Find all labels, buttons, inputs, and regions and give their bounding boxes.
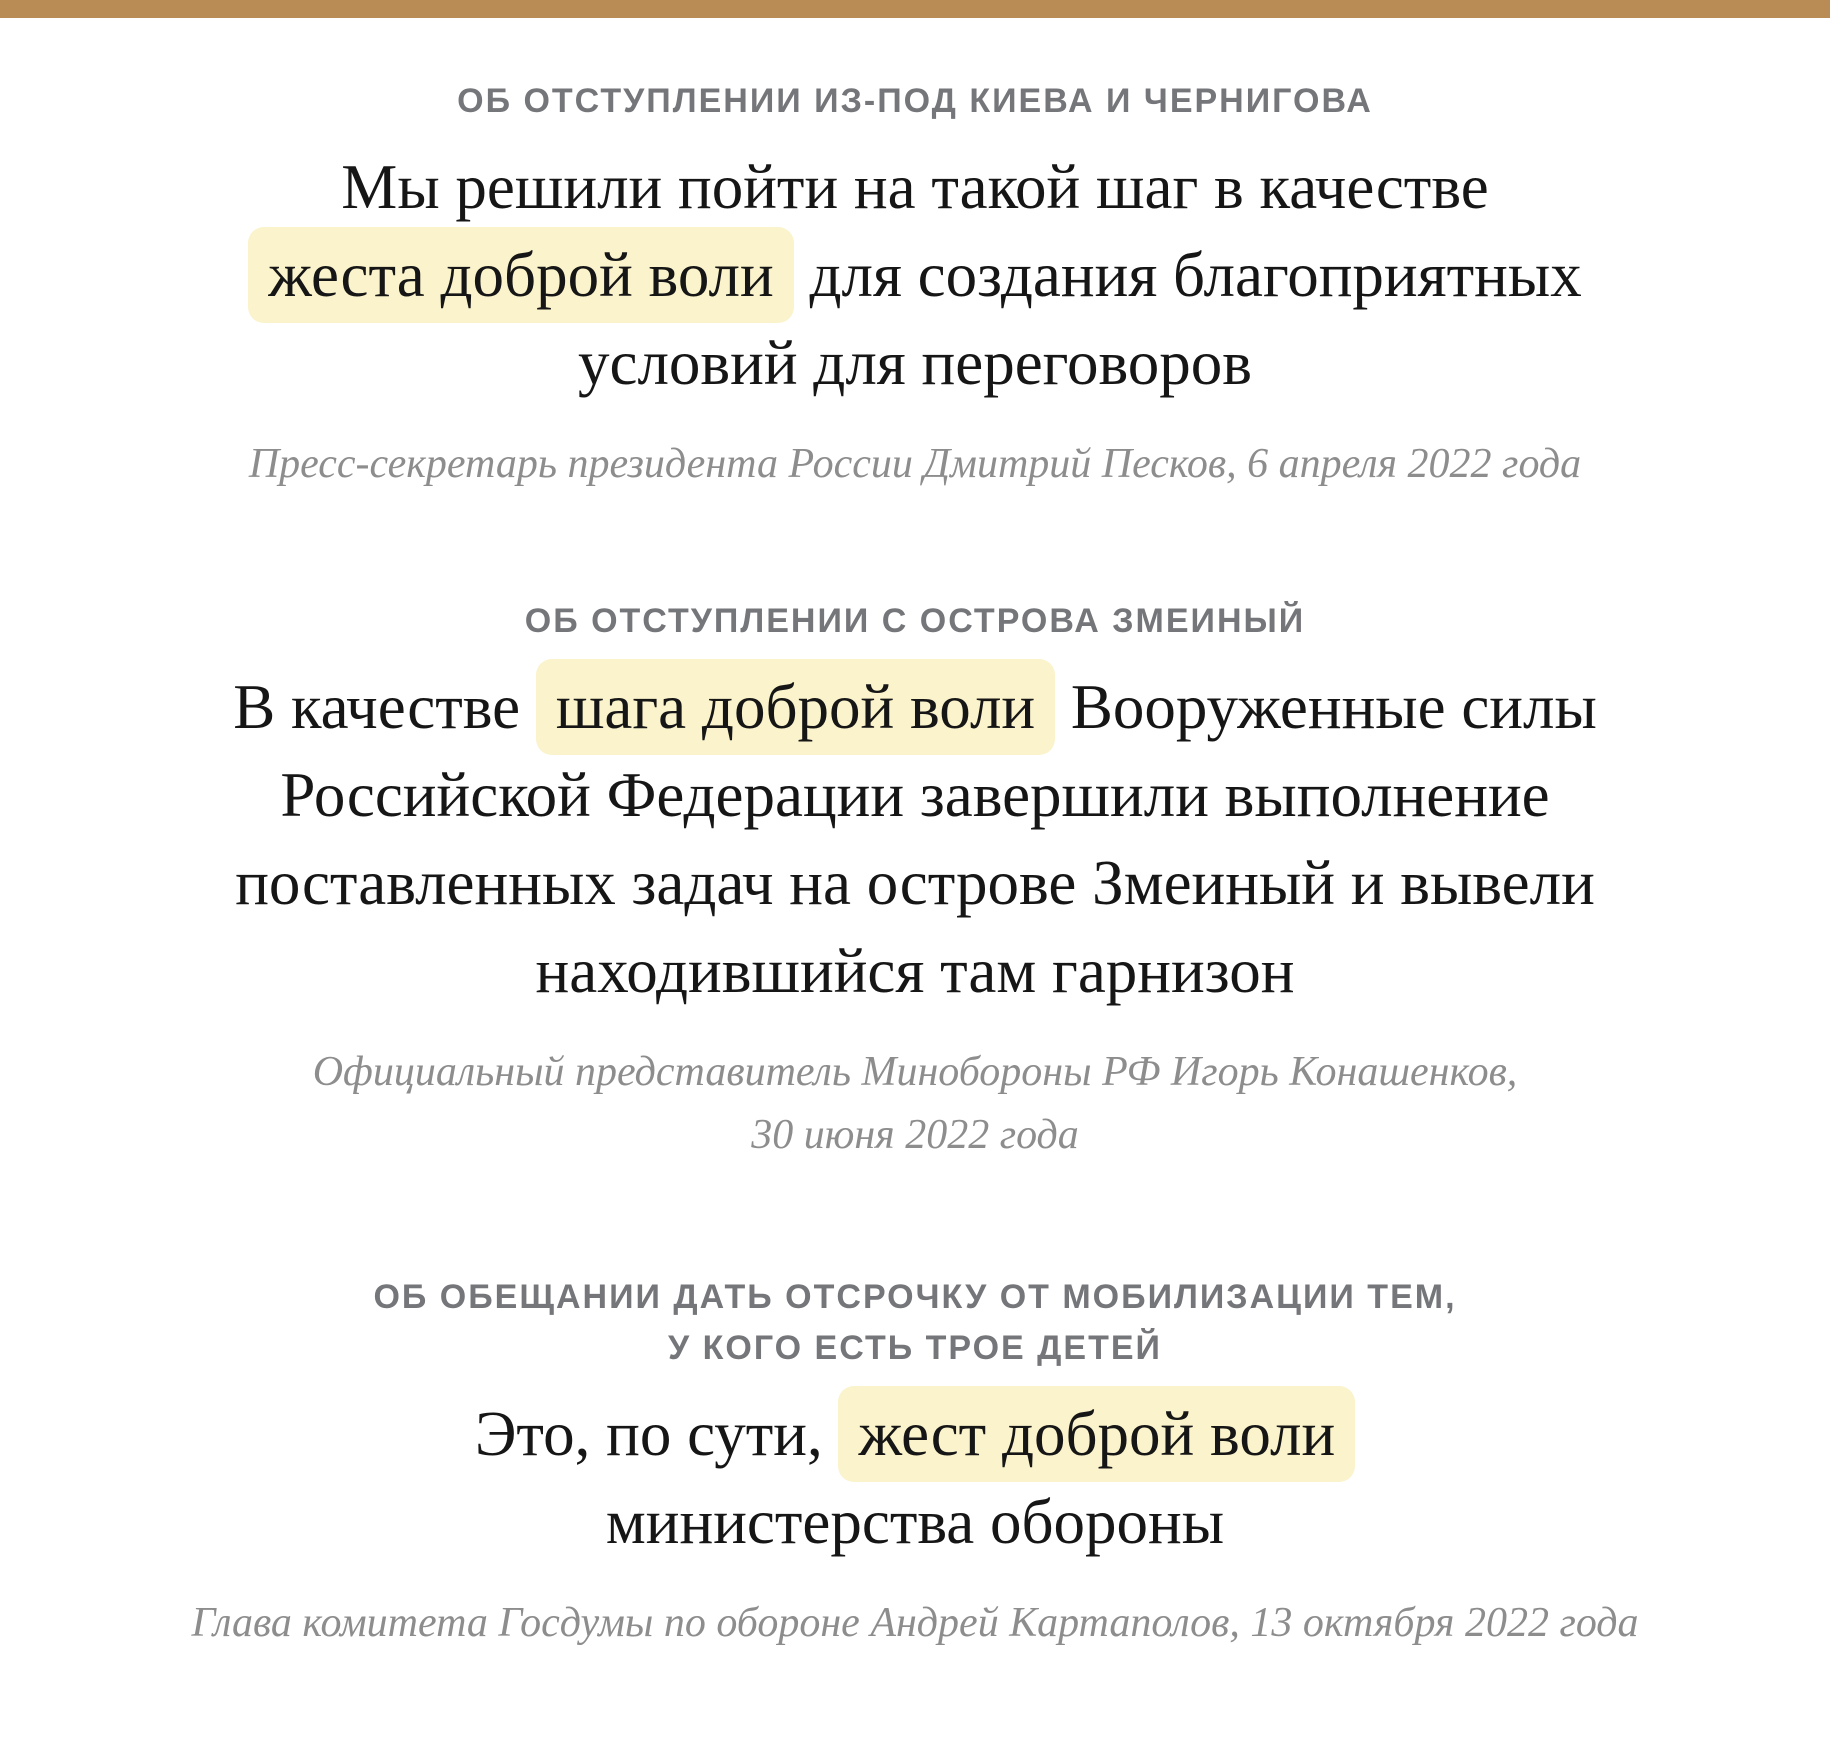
quote-line — [60, 927, 1770, 1015]
attribution-line: 30 июня 2022 года — [751, 1112, 1079, 1158]
quote-segment: Российской Федерации завершили выполнение — [280, 760, 1550, 830]
quote-line — [60, 1478, 1770, 1566]
highlighted-phrase: жест доброй воли — [838, 1386, 1355, 1482]
quote-segment: находившийся там гарнизон — [535, 936, 1295, 1006]
quote-line — [60, 1390, 1770, 1478]
quote-segment: для создания благоприятных — [793, 240, 1582, 310]
quote-line — [60, 319, 1770, 407]
quote-line — [60, 751, 1770, 839]
section-mobilization-deferment — [60, 1272, 1770, 1655]
quote-text — [60, 1390, 1770, 1566]
attribution — [60, 1592, 1770, 1655]
highlighted-phrase: жеста доброй воли — [248, 227, 793, 323]
quote-segment: Мы решили пойти на такой шаг в качестве — [341, 152, 1489, 222]
quote-line — [60, 231, 1770, 319]
heading-line: ОБ ОТСТУПЛЕНИИ С ОСТРОВА ЗМЕИНЫЙ — [524, 602, 1306, 640]
attribution — [60, 1041, 1770, 1167]
section-heading — [60, 596, 1770, 647]
quote-line — [60, 663, 1770, 751]
attribution-line: Пресс-секретарь президента России Дмитрий Песков, 6 апреля 2022 года — [248, 441, 1582, 487]
quote-line — [60, 143, 1770, 231]
highlighted-phrase: шага доброй воли — [536, 659, 1055, 755]
quote-segment: министерства обороны — [605, 1487, 1225, 1557]
quote-segment: поставленных задач на острове Змеиный и вывели — [235, 848, 1595, 918]
quote-line — [60, 839, 1770, 927]
section-kyiv-chernihiv — [60, 76, 1770, 496]
attribution-line: Глава комитета Госдумы по обороне Андрей Картаполов, 13 октября 2022 года — [191, 1600, 1639, 1646]
heading-line: ОБ ОБЕЩАНИИ ДАТЬ ОТСРОЧКУ ОТ МОБИЛИЗАЦИИ ТЕМ, — [373, 1278, 1457, 1316]
quote-segment: Вооруженные силы — [1055, 672, 1597, 742]
quote-segment: В качестве — [233, 672, 536, 742]
attribution — [60, 433, 1770, 496]
top-accent-bar — [0, 0, 1830, 18]
section-snake-island — [60, 596, 1770, 1167]
quote-card — [0, 76, 1830, 1655]
heading-line: ОБ ОТСТУПЛЕНИИ ИЗ-ПОД КИЕВА И ЧЕРНИГОВА — [457, 82, 1373, 120]
quote-text — [60, 143, 1770, 407]
attribution-line: Официальный представитель Минобороны РФ Игорь Конашенков, — [312, 1049, 1518, 1095]
quote-segment: Это, по сути, — [474, 1399, 839, 1469]
section-heading — [60, 1272, 1770, 1374]
heading-line: У КОГО ЕСТЬ ТРОЕ ДЕТЕЙ — [668, 1329, 1162, 1367]
section-heading — [60, 76, 1770, 127]
quote-text — [60, 663, 1770, 1015]
quote-segment: условий для переговоров — [577, 328, 1253, 398]
